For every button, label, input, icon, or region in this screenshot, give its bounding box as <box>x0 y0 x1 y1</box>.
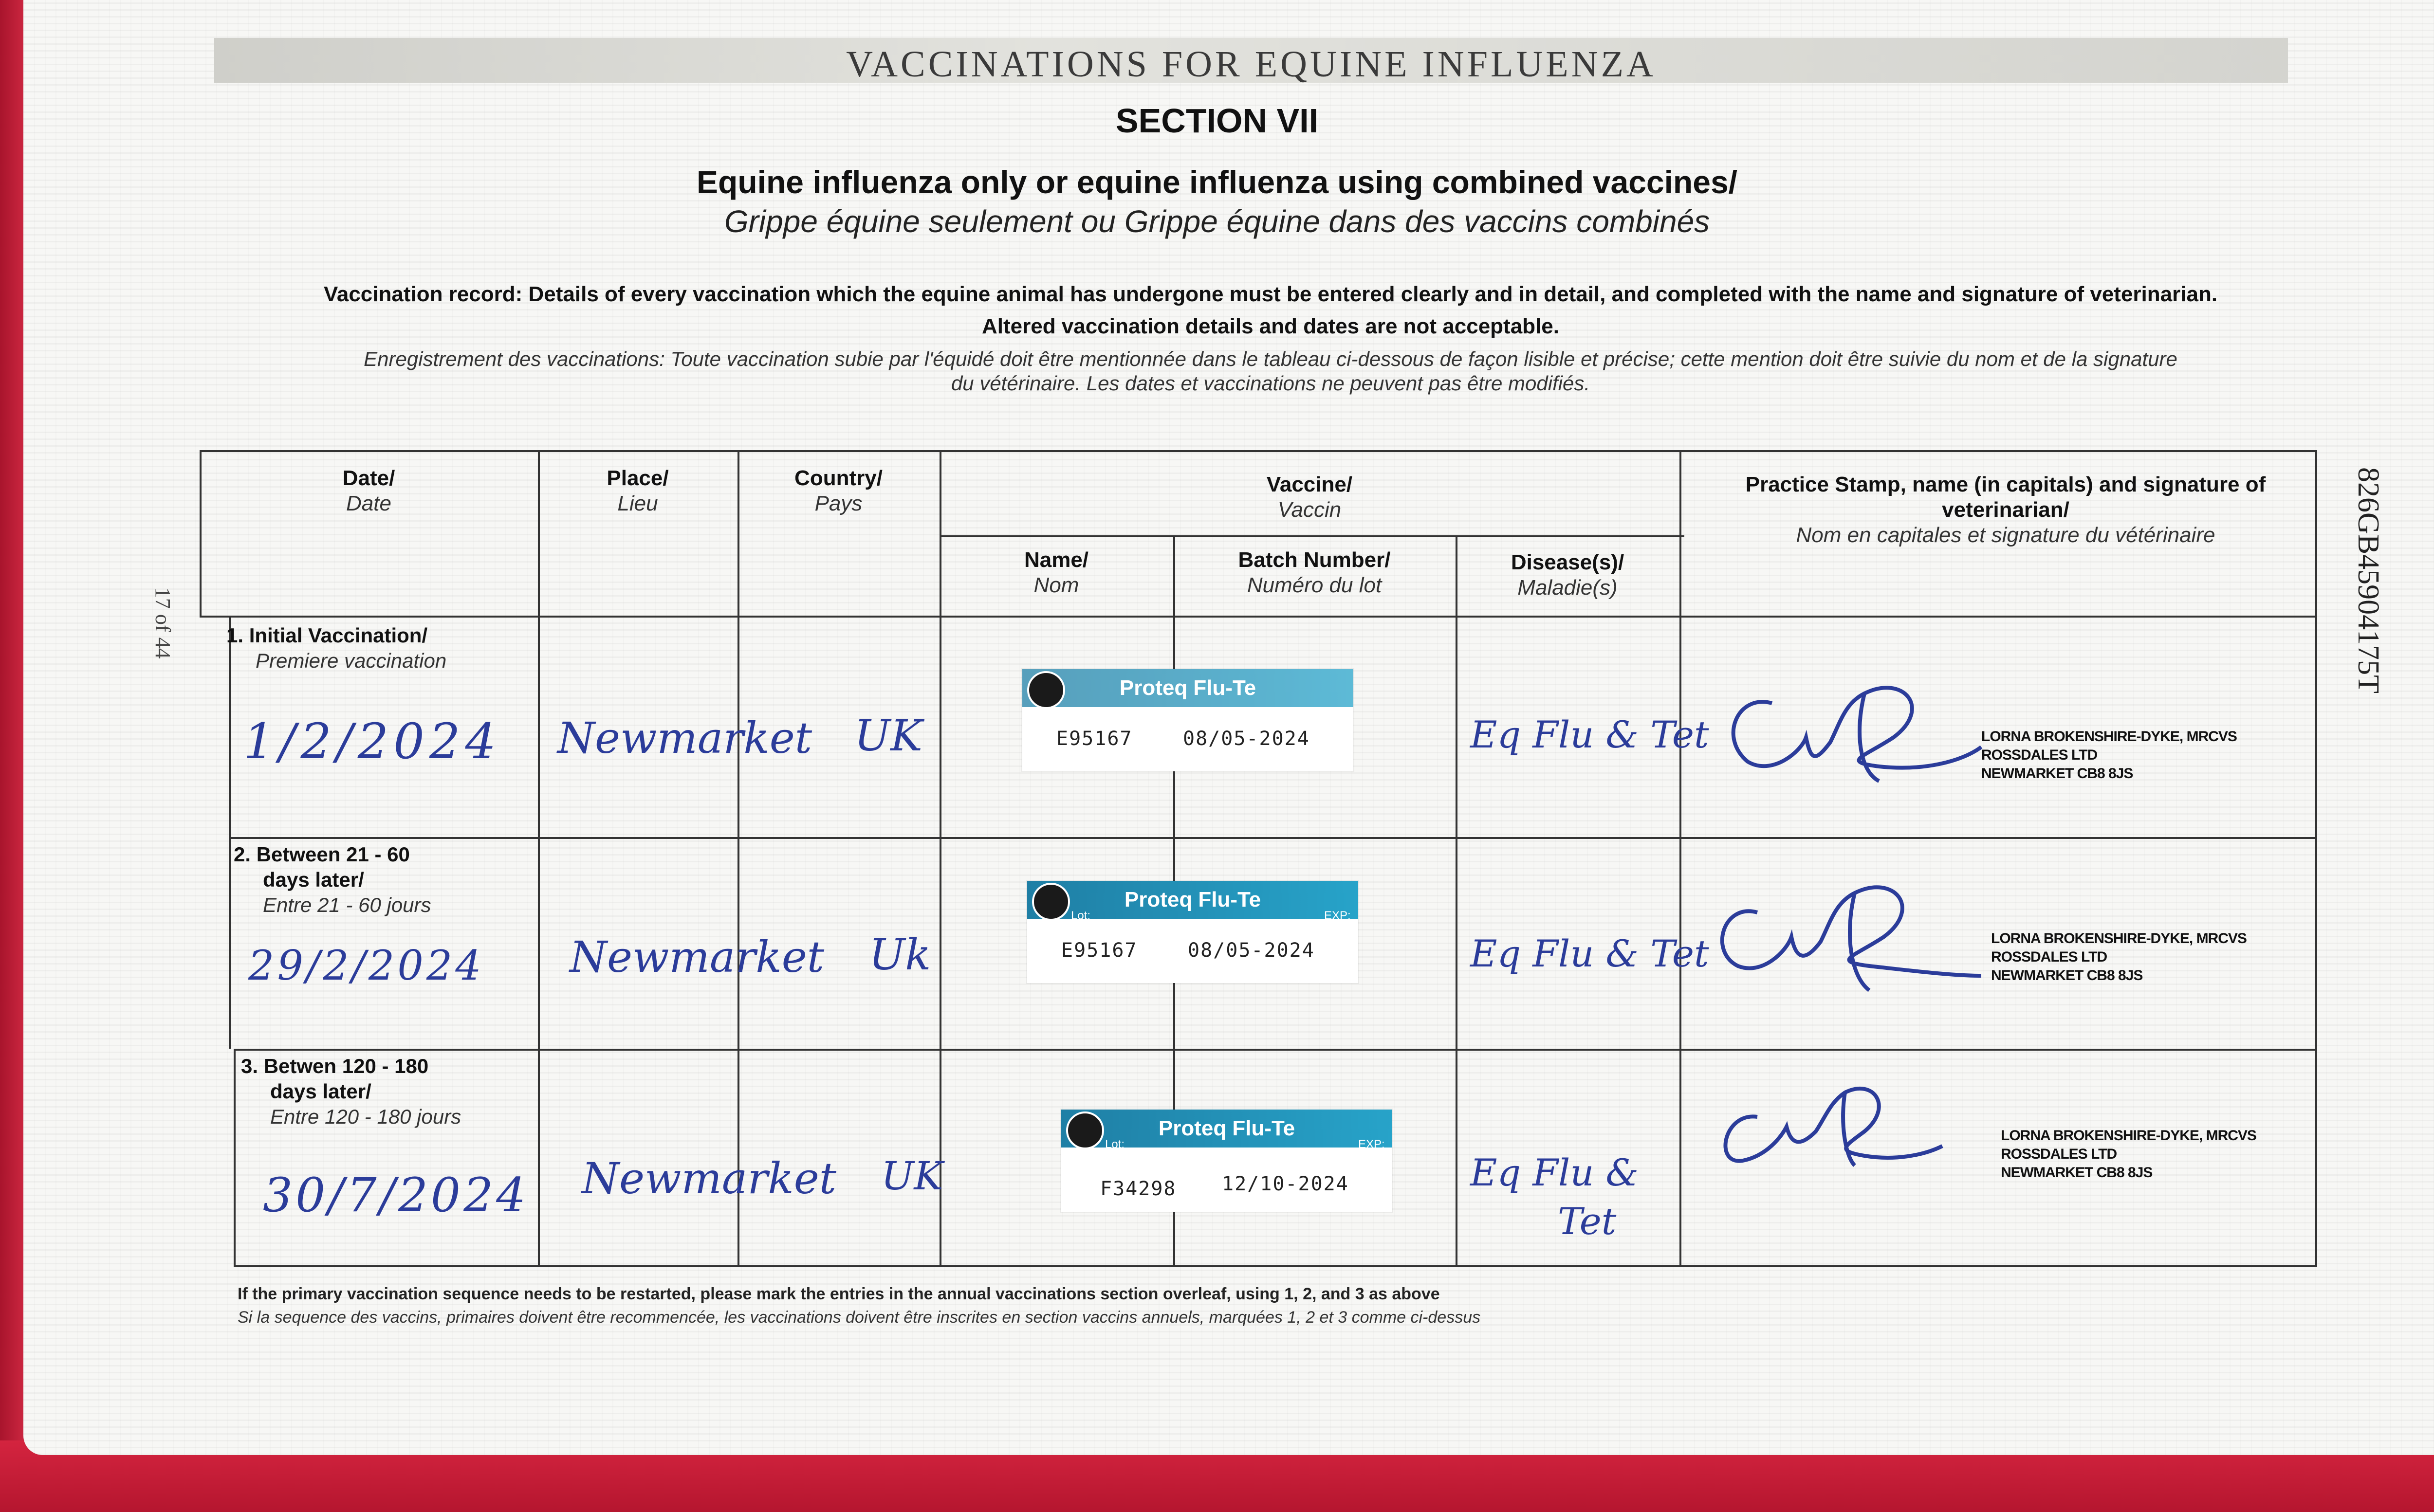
row1-expiry: 08/05-2024 <box>1183 728 1310 750</box>
row2-exp-caption: EXP: <box>1324 909 1351 922</box>
section-heading: SECTION VII <box>1115 102 1319 140</box>
row1-country: UK <box>854 710 922 761</box>
record-instructions-french: Enregistrement des vaccinations: Toute vaccination subie par l'équidé doit être mentionnée dans le tableau ci-dessous de façon lisible et précise; cette mention doit être suivie du nom et de la signature <box>364 347 2177 370</box>
vaccine-logo-icon <box>1032 883 1070 921</box>
header-date: Date/ Date <box>342 466 395 515</box>
header-place: Place/ Lieu <box>607 466 669 515</box>
row2-place: Newmarket <box>570 932 825 982</box>
vaccine-logo-icon <box>1066 1111 1104 1149</box>
page-number: 17 of 44 <box>151 587 175 659</box>
row3-exp-caption: EXP: <box>1358 1138 1385 1151</box>
row2-vaccine-label <box>1027 881 1358 983</box>
row3-expiry: 12/10-2024 <box>1222 1173 1349 1195</box>
row2-lot-caption: Lot: <box>1071 909 1091 922</box>
row-label-initial: 1. Initial Vaccination/ Premiere vaccination <box>226 624 447 672</box>
row3-disease-line2: Tet <box>1558 1200 1617 1243</box>
subtitle-french: Grippe équine seulement ou Grippe équine dans des vaccins combinés <box>724 204 1710 239</box>
row2-practice-stamp: LORNA BROKENSHIRE-DYKE, MRCVS ROSSDALES LTD NEWMARKET CB8 8JS <box>1991 930 2247 984</box>
row1-vaccine-label <box>1022 669 1353 771</box>
vaccination-table <box>200 450 2317 1268</box>
row3-lot-caption: Lot: <box>1105 1138 1125 1151</box>
record-warning-english: Altered vaccination details and dates are not acceptable. <box>982 314 1559 338</box>
header-name: Name/ Nom <box>1024 548 1089 597</box>
row2-expiry: 08/05-2024 <box>1188 939 1315 962</box>
row-label-second: 2. Between 21 - 60 days later/ Entre 21 - 60 jours <box>234 843 431 916</box>
row3-vaccine-name: Proteq Flu-Te <box>1061 1110 1392 1148</box>
header-batch-number: Batch Number/ Numéro du lot <box>1238 548 1391 597</box>
row2-country: Uk <box>869 929 931 980</box>
row1-lot-number: E95167 <box>1056 728 1133 750</box>
row3-place: Newmarket <box>582 1153 837 1203</box>
row3-date: 30/7/2024 <box>263 1168 529 1222</box>
row2-vaccine-name: Proteq Flu-Te <box>1027 881 1358 919</box>
header-diseases: Disease(s)/ Maladie(s) <box>1511 550 1624 600</box>
row-label-third: 3. Betwen 120 - 180 days later/ Entre 120 - 180 jours <box>241 1055 461 1128</box>
subtitle-english: Equine influenza only or equine influenza using combined vaccines/ <box>696 164 1737 200</box>
record-warning-french: du vétérinaire. Les dates et vaccinations ne peuvent pas être modifiés. <box>951 372 1590 395</box>
page-title: VACCINATIONS FOR EQUINE INFLUENZA <box>846 44 1656 85</box>
header-practice-stamp: Practice Stamp, name (in capitals) and signature of veterinarian/ Nom en capitales et signature du vétérinaire <box>1745 473 2266 547</box>
header-vaccine: Vaccine/ Vaccin <box>1266 473 1353 522</box>
row3-lot-number: F34298 <box>1100 1178 1177 1200</box>
row1-vaccine-name: Proteq Flu-Te <box>1022 669 1353 707</box>
row1-place: Newmarket <box>557 713 812 763</box>
row3-country: UK <box>881 1153 943 1199</box>
row3-vaccine-label <box>1061 1110 1392 1212</box>
row1-signature <box>1718 664 1991 810</box>
row1-date: 1/2/2024 <box>243 713 501 770</box>
row2-lot-number: E95167 <box>1061 939 1138 962</box>
row1-practice-stamp: LORNA BROKENSHIRE-DYKE, MRCVS ROSSDALES LTD NEWMARKET CB8 8JS <box>1981 729 2237 782</box>
row2-signature <box>1709 869 1981 1015</box>
row3-practice-stamp: LORNA BROKENSHIRE-DYKE, MRCVS ROSSDALES LTD NEWMARKET CB8 8JS <box>2001 1128 2256 1181</box>
row2-date: 29/2/2024 <box>248 942 484 989</box>
footnote-english: If the primary vaccination sequence needs to be restarted, please mark the entries in the annual vaccinations section overleaf, using 1, 2, and 3 as above <box>238 1285 1440 1303</box>
header-country: Country/ Pays <box>794 466 883 515</box>
footnote-french: Si la sequence des vaccins, primaires doivent être recommencée, les vaccinations doivent être inscrites en section vaccins annuels, marquées 1, 2 et 3 comme ci-dessus <box>238 1308 1481 1327</box>
vaccine-logo-icon <box>1027 671 1065 709</box>
row2-disease: Eq Flu & Tet <box>1470 932 1709 975</box>
row3-signature <box>1709 1073 1981 1200</box>
passport-id: 826GB45904175T <box>2352 467 2385 693</box>
row1-disease: Eq Flu & Tet <box>1470 713 1709 756</box>
row3-disease-line1: Eq Flu & <box>1470 1151 1639 1194</box>
record-instructions-english: Vaccination record: Details of every vaccination which the equine animal has undergone must be entered clearly and in detail, and completed with the name and signature of veterinarian. <box>323 282 2218 306</box>
